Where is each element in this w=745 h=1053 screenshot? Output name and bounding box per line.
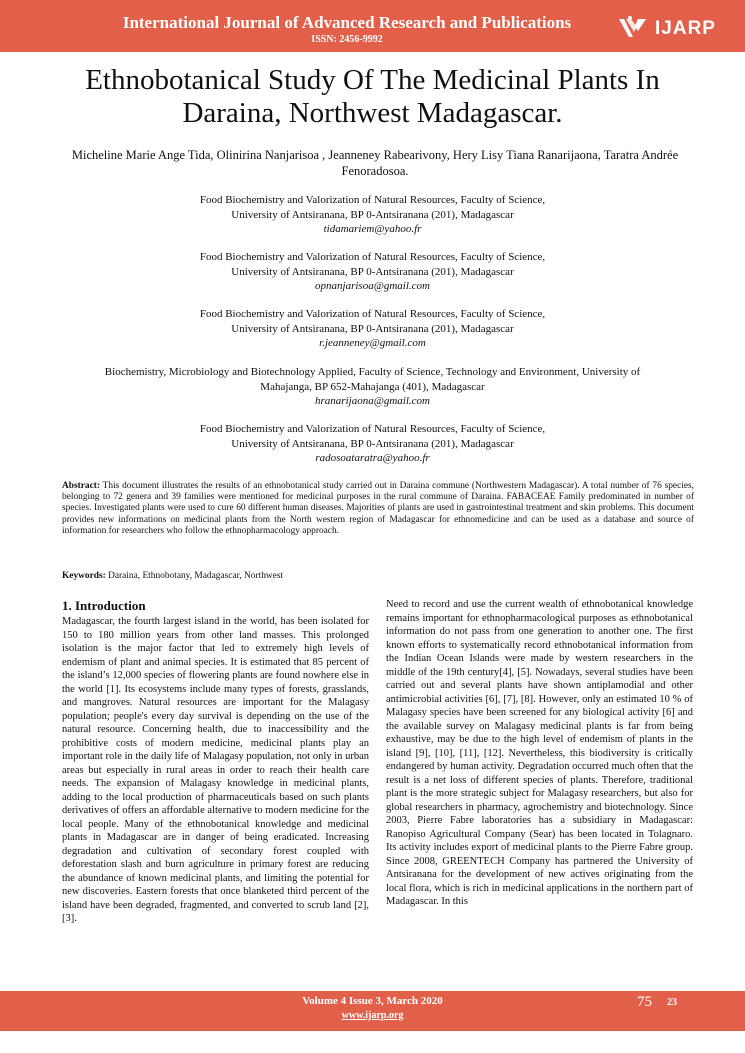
right-column [386, 598, 693, 909]
journal-issn: ISSN: 2456-9992 [311, 34, 383, 45]
affiliation-line: Mahajanga, BP 652-Mahajanga (401), Madagascar [260, 380, 485, 393]
body-paragraph: Need to record and use the current wealth of ethnobotanical knowledge remains important for ethnopharmacological purposes as ethnobotanical information do not pass from one generation to another one. The first known efforts to systematically record ethnobotanical information from the Indian Ocean Islands were made by western researchers in the middle of the 19th century[4], [5]. Nowadays, several studies have been carried out and several plants have shown antiplamodial and other antimicrobial activities [6], [7], [8]. However, only an estimated 10 % of Malagasy species have been screened for any biological activity [6] and the available survey on Malagasy medicinal plants is far from being exhaustive, may be due to the high level of endemism of plants in the island [9], [10], [11], [12]. Nevertheless, this biodiversity is critically endangered by human activity. Degradation occurred much often that the result is a net loss of different species of plants. Therefore, traditional plant is the more strategic subject for Malagasy researchers, but also for global researchers in pharmacy, agrochemistry and biotechnology. Since 2003, Pierre Fabre laboratories has a subsidiary in Madagascar: Ranopiso Agricultural Company (Sear) has been located in Tolagnaro. Its activity includes export of medicinal plants to the Pierre Fabre group. Since 2008, GREENTECH Company has partnered the University of Antsiranana for the development of new actives originating from the local flora, which is rich in medicinal applications in the northern part of Madagascar. In this [386, 599, 693, 907]
author-list: Micheline Marie Ange Tida, Olinirina Nanjarisoa , Jeanneney Rabearivony, Hery Lisy Tiana Ranarijaona, Taratra Andrée Fenoradosoa. [71, 148, 679, 178]
affiliation-line: University of Antsiranana, BP 0-Antsiranana (201), Madagascar [231, 322, 514, 335]
website-link[interactable]: www.ijarp.org [341, 1010, 404, 1021]
section-heading: 1. Introduction [62, 598, 146, 613]
author-email[interactable]: tidamariem@yahoo.fr [323, 223, 422, 235]
abstract-label: Abstract: [62, 481, 101, 491]
left-column [62, 598, 369, 926]
page-number: 75 [637, 994, 652, 1010]
affiliation-line: University of Antsiranana, BP 0-Antsiranana (201), Madagascar [231, 437, 514, 450]
journal-header-banner [0, 0, 745, 52]
author-email[interactable]: hranarijaona@gmail.com [315, 395, 430, 407]
affiliation-line: University of Antsiranana, BP 0-Antsiranana (201), Madagascar [231, 265, 514, 278]
journal-name: International Journal of Advanced Research and Publications [122, 13, 572, 32]
author-email[interactable]: opnanjarisoa@gmail.com [315, 280, 430, 292]
keywords [62, 571, 694, 582]
keywords-label: Keywords: [62, 571, 106, 581]
affiliation-line: Food Biochemistry and Valorization of Natural Resources, Faculty of Science, [199, 308, 546, 320]
page-sub-number: 23 [667, 997, 677, 1008]
ijarp-logo-text: IJARP [655, 18, 716, 39]
author-email[interactable]: radosoataratra@yahoo.fr [315, 452, 430, 464]
body-paragraph: Madagascar, the fourth largest island in the world, has been isolated for 150 to 180 million years from other land masses. This prolonged isolation is the major factor that led to extremely high levels of endemism of plant and animal species. It is estimated that 85 percent of the island’s 12,000 species of flowering plants are found nowhere else in the world [1]. Its ecosystems include many types of forests, grasslands, and mangroves. Natural resources are important for the Malagasy population; people's every day survival is depending on the use of the natural resource. Concerning health, due to inaccessibility and the prohibitive costs of modern medicine, medicinal plants play an important role in the daily life of Malagasy population, not only in urban areas but especially in rural areas in order to reach their health care needs. The expansion of Malagasy knowledge in medicinal plants, adding to the local production of pharmaceuticals based on such plants derivatives of offers an affordable alternative to modern medicine for the local people. Many of the ethnobotanical knowledge and medicinal plants in Madagascar are in danger of being eradicated. Increasing degradation and cultivation of secondary forest coupled with deforestation slash and burn agriculture in primary forest are reducing the abundance of known medicinal plants, and limiting the potential for new discoveries. Eastern forests that once blanketed third percent of the island have been degraded, fragmented, and converted to scrub land [2], [3]. [62, 616, 369, 924]
affiliation-block [40, 193, 705, 237]
keywords-text: Daraina, Ethnobotany, Madagascar, Northwest [108, 571, 284, 581]
volume-issue: Volume 4 Issue 3, March 2020 [302, 995, 443, 1007]
affiliation-line: Food Biochemistry and Valorization of Natural Resources, Faculty of Science, [199, 194, 546, 206]
affiliation-block [40, 307, 705, 351]
affiliation-block [40, 250, 705, 294]
affiliation-block [40, 365, 705, 409]
author-email[interactable]: r.jeanneney@gmail.com [319, 337, 426, 349]
affiliation-line: Biochemistry, Microbiology and Biotechnology Applied, Faculty of Science, Technology and Environment, University of [104, 366, 641, 378]
affiliation-line: Food Biochemistry and Valorization of Natural Resources, Faculty of Science, [199, 251, 546, 263]
abstract [62, 481, 694, 537]
abstract-text: This document illustrates the results of an ethnobotanical study carried out in Daraina commune (Northwestern Madagascar). A total number of 76 species, belonging to 72 genera and 39 families were mentioned for medicinal purposes in the rural commune of Daraina. FABACEAE Family predominated in number of species. Investigated plants were used to cure 60 different human diseases. Majorities of plants are used in gastrointestinal treatment and skin problems. This document provides new informations on medicinal plants from the North western region of Madagascar for ethnomedicine and can be used as a database and source of information for researchers who follow the ethnopharmacology approach. [62, 481, 694, 536]
affiliation-block [40, 422, 705, 466]
journal-footer-banner [0, 991, 745, 1031]
paper-title: Ethnobotanical Study Of The Medicinal Plants In Daraina, Northwest Madagascar. [85, 64, 660, 129]
affiliation-line: Food Biochemistry and Valorization of Natural Resources, Faculty of Science, [199, 423, 546, 435]
affiliation-line: University of Antsiranana, BP 0-Antsiranana (201), Madagascar [231, 208, 514, 221]
